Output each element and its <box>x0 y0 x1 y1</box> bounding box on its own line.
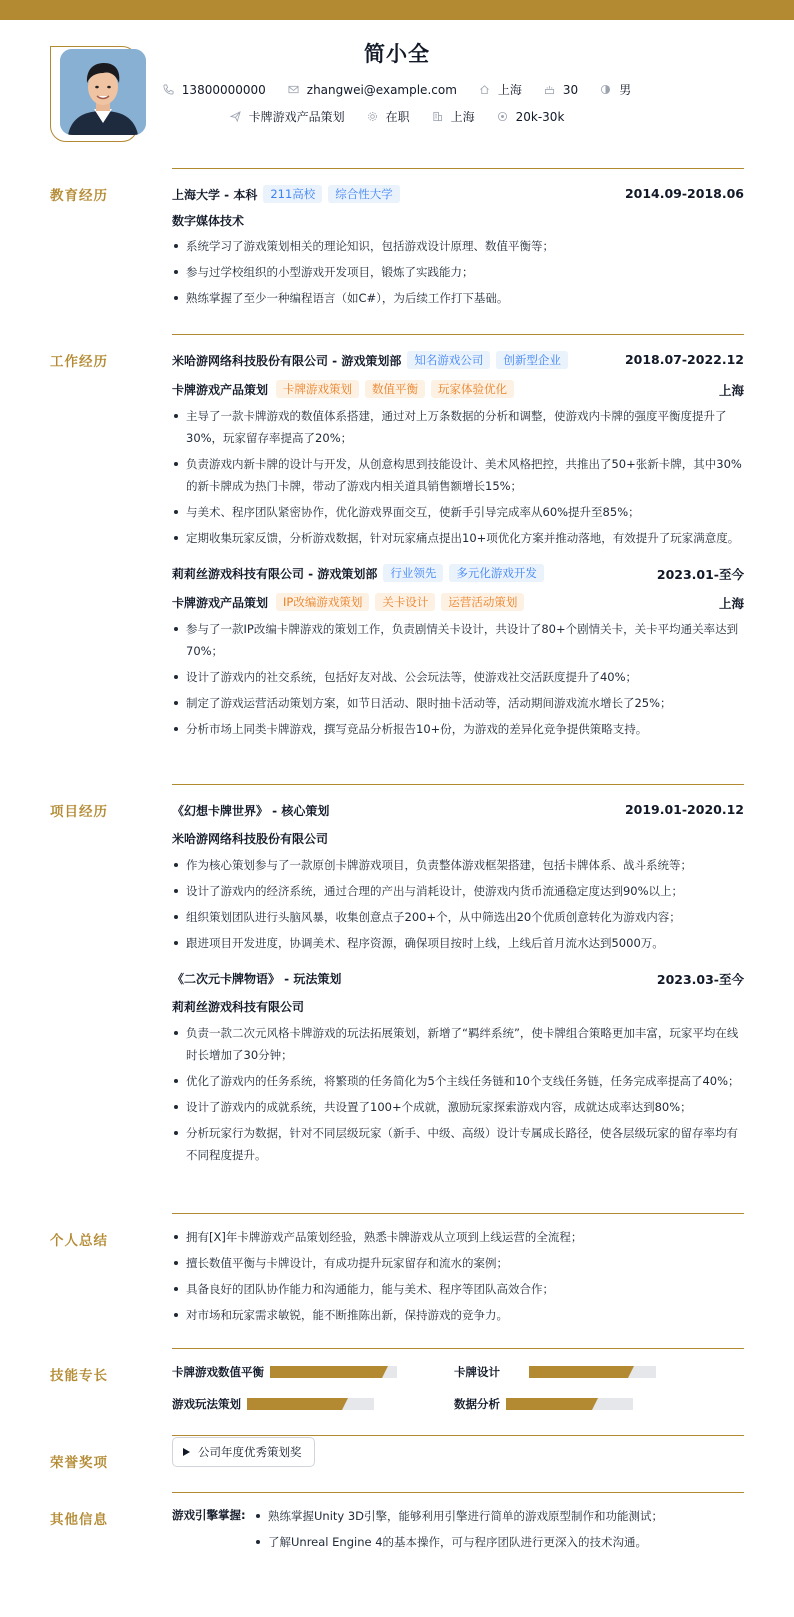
coin-icon <box>497 111 508 122</box>
age-text: 30 <box>562 82 579 97</box>
work-location: 上海 <box>718 383 744 398</box>
role-tag: 关卡设计 <box>375 593 435 611</box>
contact-row <box>0 81 794 98</box>
work-role-row <box>172 379 744 399</box>
list-item: 设计了游戏内的经济系统，通过合理的产出与消耗设计，使游戏内货币流通稳定度达到90%以上； <box>172 880 744 902</box>
summary-bullets <box>172 1226 744 1326</box>
home-icon <box>479 84 490 95</box>
cake-icon <box>544 84 555 95</box>
section-title-summary: 个人总结 <box>50 1233 108 1249</box>
role-tag: IP改编游戏策划 <box>276 593 369 611</box>
list-item: 主导了一款卡牌游戏的数值体系搭建，通过对上万条数据的分析和调整，使游戏内卡牌的强度平衡度提升了30%，玩家留存率提高了20%； <box>172 405 744 449</box>
company-tag: 创新型企业 <box>496 351 568 369</box>
award-name: 公司年度优秀策划奖 <box>198 1445 302 1459</box>
list-item: 跟进项目开发进度，协调美术、程序资源，确保项目按时上线，上线后首月流水达到5000万。 <box>172 932 744 954</box>
candidate-name: 简小全 <box>364 42 430 66</box>
list-item: 系统学习了游戏策划相关的理论知识，包括游戏设计原理、数值平衡等； <box>172 235 744 257</box>
work-location: 上海 <box>718 596 744 611</box>
skill-item <box>454 1396 633 1412</box>
company-name: 莉莉丝游戏科技有限公司 - 游戏策划部 <box>172 566 378 581</box>
work-role-row <box>172 592 744 612</box>
section-divider <box>172 784 744 785</box>
company-name: 米哈游网络科技股份有限公司 - 游戏策划部 <box>172 353 402 368</box>
building-icon <box>432 111 443 122</box>
list-item: 负责游戏内新卡牌的设计与开发，从创意构思到技能设计、美术风格把控，共推出了50+张新卡牌，其中30%的新卡牌成为热门卡牌，带动了游戏内相关道具销售额增长15%； <box>172 453 744 497</box>
gender-item <box>600 81 631 98</box>
other-bullets <box>254 1505 744 1553</box>
job-intent-row <box>0 108 794 125</box>
list-item: 分析玩家行为数据，针对不同层级玩家（新手、中级、高级）设计专属成长路径，使各层级玩家的留存率均有不同程度提升。 <box>172 1122 744 1166</box>
role-tag: 数值平衡 <box>365 380 425 398</box>
list-item: 对市场和玩家需求敏锐，能不断推陈出新，保持游戏的竞争力。 <box>172 1304 744 1326</box>
role-tag: 玩家体验优化 <box>431 380 514 398</box>
skill-name: 卡牌设计 <box>454 1365 500 1379</box>
role-name: 卡牌游戏产品策划 <box>172 595 269 610</box>
project-period: 2023.03-至今 <box>656 972 744 987</box>
list-item: 作为核心策划参与了一款原创卡牌游戏项目，负责整体游戏框架搭建，包括卡牌体系、战斗系统等； <box>172 854 744 876</box>
list-item: 定期收集玩家反馈，分析游戏数据，针对玩家痛点提出10+项优化方案并推动落地，有效提升了玩家满意度。 <box>172 527 744 549</box>
salary-text: 20k-30k <box>515 109 565 124</box>
skill-bar <box>506 1398 633 1410</box>
role-name: 卡牌游戏产品策划 <box>172 382 269 397</box>
project-title: 《二次元卡牌物语》 - 玩法策划 <box>172 971 342 986</box>
status-item <box>367 108 410 125</box>
list-item: 组织策划团队进行头脑风暴，收集创意点子200+个，从中筛选出20个优质创意转化为游戏内容； <box>172 906 744 928</box>
section-divider <box>172 1492 744 1493</box>
target-city-item <box>432 108 475 125</box>
section-divider <box>172 1213 744 1214</box>
section-title-education: 教育经历 <box>50 188 108 204</box>
other-label: 游戏引擎掌握: <box>172 1508 246 1522</box>
section-title-work: 工作经历 <box>50 354 108 370</box>
list-item: 分析市场上同类卡牌游戏，撰写竞品分析报告10+份，为游戏的差异化竞争提供策略支持。 <box>172 718 744 740</box>
phone-text: 13800000000 <box>181 82 266 97</box>
school-tag: 211高校 <box>263 185 322 203</box>
work-bullets <box>172 405 744 549</box>
paper-plane-icon <box>230 111 241 122</box>
target-city-text: 上海 <box>450 110 475 124</box>
skill-name: 数据分析 <box>454 1397 500 1411</box>
company-tag: 行业领先 <box>383 564 443 582</box>
skill-bar-fill <box>247 1398 342 1410</box>
skill-name: 游戏玩法策划 <box>172 1397 241 1411</box>
skill-item <box>454 1364 656 1380</box>
project-bullets <box>172 854 744 954</box>
section-title-other: 其他信息 <box>50 1512 108 1528</box>
gender-icon <box>600 84 611 95</box>
project-company: 莉莉丝游戏科技有限公司 <box>172 999 305 1014</box>
list-item: 擅长数值平衡与卡牌设计，有成功提升玩家留存和流水的案例； <box>172 1252 744 1274</box>
section-title-skills: 技能专长 <box>50 1368 108 1384</box>
project-period: 2019.01-2020.12 <box>624 802 744 817</box>
age-item <box>544 83 578 97</box>
education-period: 2014.09-2018.06 <box>624 186 744 201</box>
role-tag: 卡牌游戏策划 <box>276 380 359 398</box>
school-tag: 综合性大学 <box>328 185 400 203</box>
award-item <box>172 1437 315 1467</box>
top-accent-bar <box>0 0 794 20</box>
project-title: 《幻想卡牌世界》 - 核心策划 <box>172 803 330 818</box>
play-icon <box>183 1448 190 1456</box>
list-item: 优化了游戏内的任务系统，将繁琐的任务简化为5个主线任务链和10个支线任务链，任务完成率提高了40%； <box>172 1070 744 1092</box>
list-item: 负责一款二次元风格卡牌游戏的玩法拓展策划，新增了“羁绊系统”，使卡牌组合策略更加丰富，玩家平均在线时长增加了30分钟； <box>172 1022 744 1066</box>
work-header <box>172 350 744 370</box>
section-divider <box>172 1435 744 1436</box>
skill-bar-fill <box>270 1366 382 1378</box>
target-role-text: 卡牌游戏产品策划 <box>248 110 345 124</box>
mail-icon <box>288 84 299 95</box>
project-bullets <box>172 1022 744 1166</box>
project-header <box>172 800 744 820</box>
skill-bar <box>247 1398 374 1410</box>
skill-bar <box>529 1366 656 1378</box>
list-item: 熟练掌握Unity 3D引擎，能够利用引擎进行简单的游戏原型制作和功能测试； <box>254 1505 744 1527</box>
company-tag: 知名游戏公司 <box>407 351 490 369</box>
project-company: 米哈游网络科技股份有限公司 <box>172 831 329 846</box>
list-item: 参与过学校组织的小型游戏开发项目，锻炼了实践能力； <box>172 261 744 283</box>
school-name: 上海大学 - 本科 <box>172 187 258 202</box>
list-item: 参与了一款IP改编卡牌游戏的策划工作，负责剧情关卡设计，共设计了80+个剧情关卡，关卡平均通关率达到70%； <box>172 618 744 662</box>
list-item: 设计了游戏内的社交系统，包括好友对战、公会玩法等，使游戏社交活跃度提升了40%； <box>172 666 744 688</box>
section-title-projects: 项目经历 <box>50 804 108 820</box>
section-divider <box>172 168 744 169</box>
phone-icon <box>163 84 174 95</box>
gender-text: 男 <box>619 83 632 97</box>
work-period: 2018.07-2022.12 <box>624 352 744 367</box>
list-item: 熟练掌握了至少一种编程语言（如C#），为后续工作打下基础。 <box>172 287 744 309</box>
city-text: 上海 <box>497 83 522 97</box>
major-name: 数字媒体技术 <box>172 213 245 228</box>
salary-item <box>497 110 565 124</box>
list-item: 拥有[X]年卡牌游戏产品策划经验，熟悉卡牌游戏从立项到上线运营的全流程； <box>172 1226 744 1248</box>
skill-name: 卡牌游戏数值平衡 <box>172 1365 264 1379</box>
email-text: zhangwei@example.com <box>306 82 457 97</box>
education-header <box>172 184 744 204</box>
list-item: 制定了游戏运营活动策划方案，如节日活动、限时抽卡活动等，活动期间游戏流水增长了25%； <box>172 692 744 714</box>
phone-item <box>163 83 266 97</box>
city-item <box>479 81 522 98</box>
project-header <box>172 968 744 988</box>
education-bullets <box>172 235 744 309</box>
work-header <box>172 563 744 583</box>
list-item: 了解Unreal Engine 4的基本操作，可与程序团队进行更深入的技术沟通。 <box>254 1531 744 1553</box>
role-tag: 运营活动策划 <box>441 593 524 611</box>
target-role-item <box>230 108 345 125</box>
company-tag: 多元化游戏开发 <box>449 564 544 582</box>
status-text: 在职 <box>385 110 410 124</box>
email-item <box>288 83 457 97</box>
section-divider <box>172 1348 744 1349</box>
skill-bar <box>270 1366 397 1378</box>
work-period: 2023.01-至今 <box>656 567 744 582</box>
skill-bar-fill <box>529 1366 628 1378</box>
skill-item <box>172 1364 397 1380</box>
gear-icon <box>367 111 378 122</box>
section-divider <box>172 334 744 335</box>
list-item: 具备良好的团队协作能力和沟通能力，能与美术、程序等团队高效合作； <box>172 1278 744 1300</box>
list-item: 设计了游戏内的成就系统，共设置了100+个成就，激励玩家探索游戏内容，成就达成率达到80%； <box>172 1096 744 1118</box>
list-item: 与美术、程序团队紧密协作，优化游戏界面交互，使新手引导完成率从60%提升至85%； <box>172 501 744 523</box>
skill-bar-fill <box>506 1398 592 1410</box>
work-bullets <box>172 618 744 740</box>
skill-item <box>172 1396 374 1412</box>
section-title-awards: 荣誉奖项 <box>50 1455 108 1471</box>
